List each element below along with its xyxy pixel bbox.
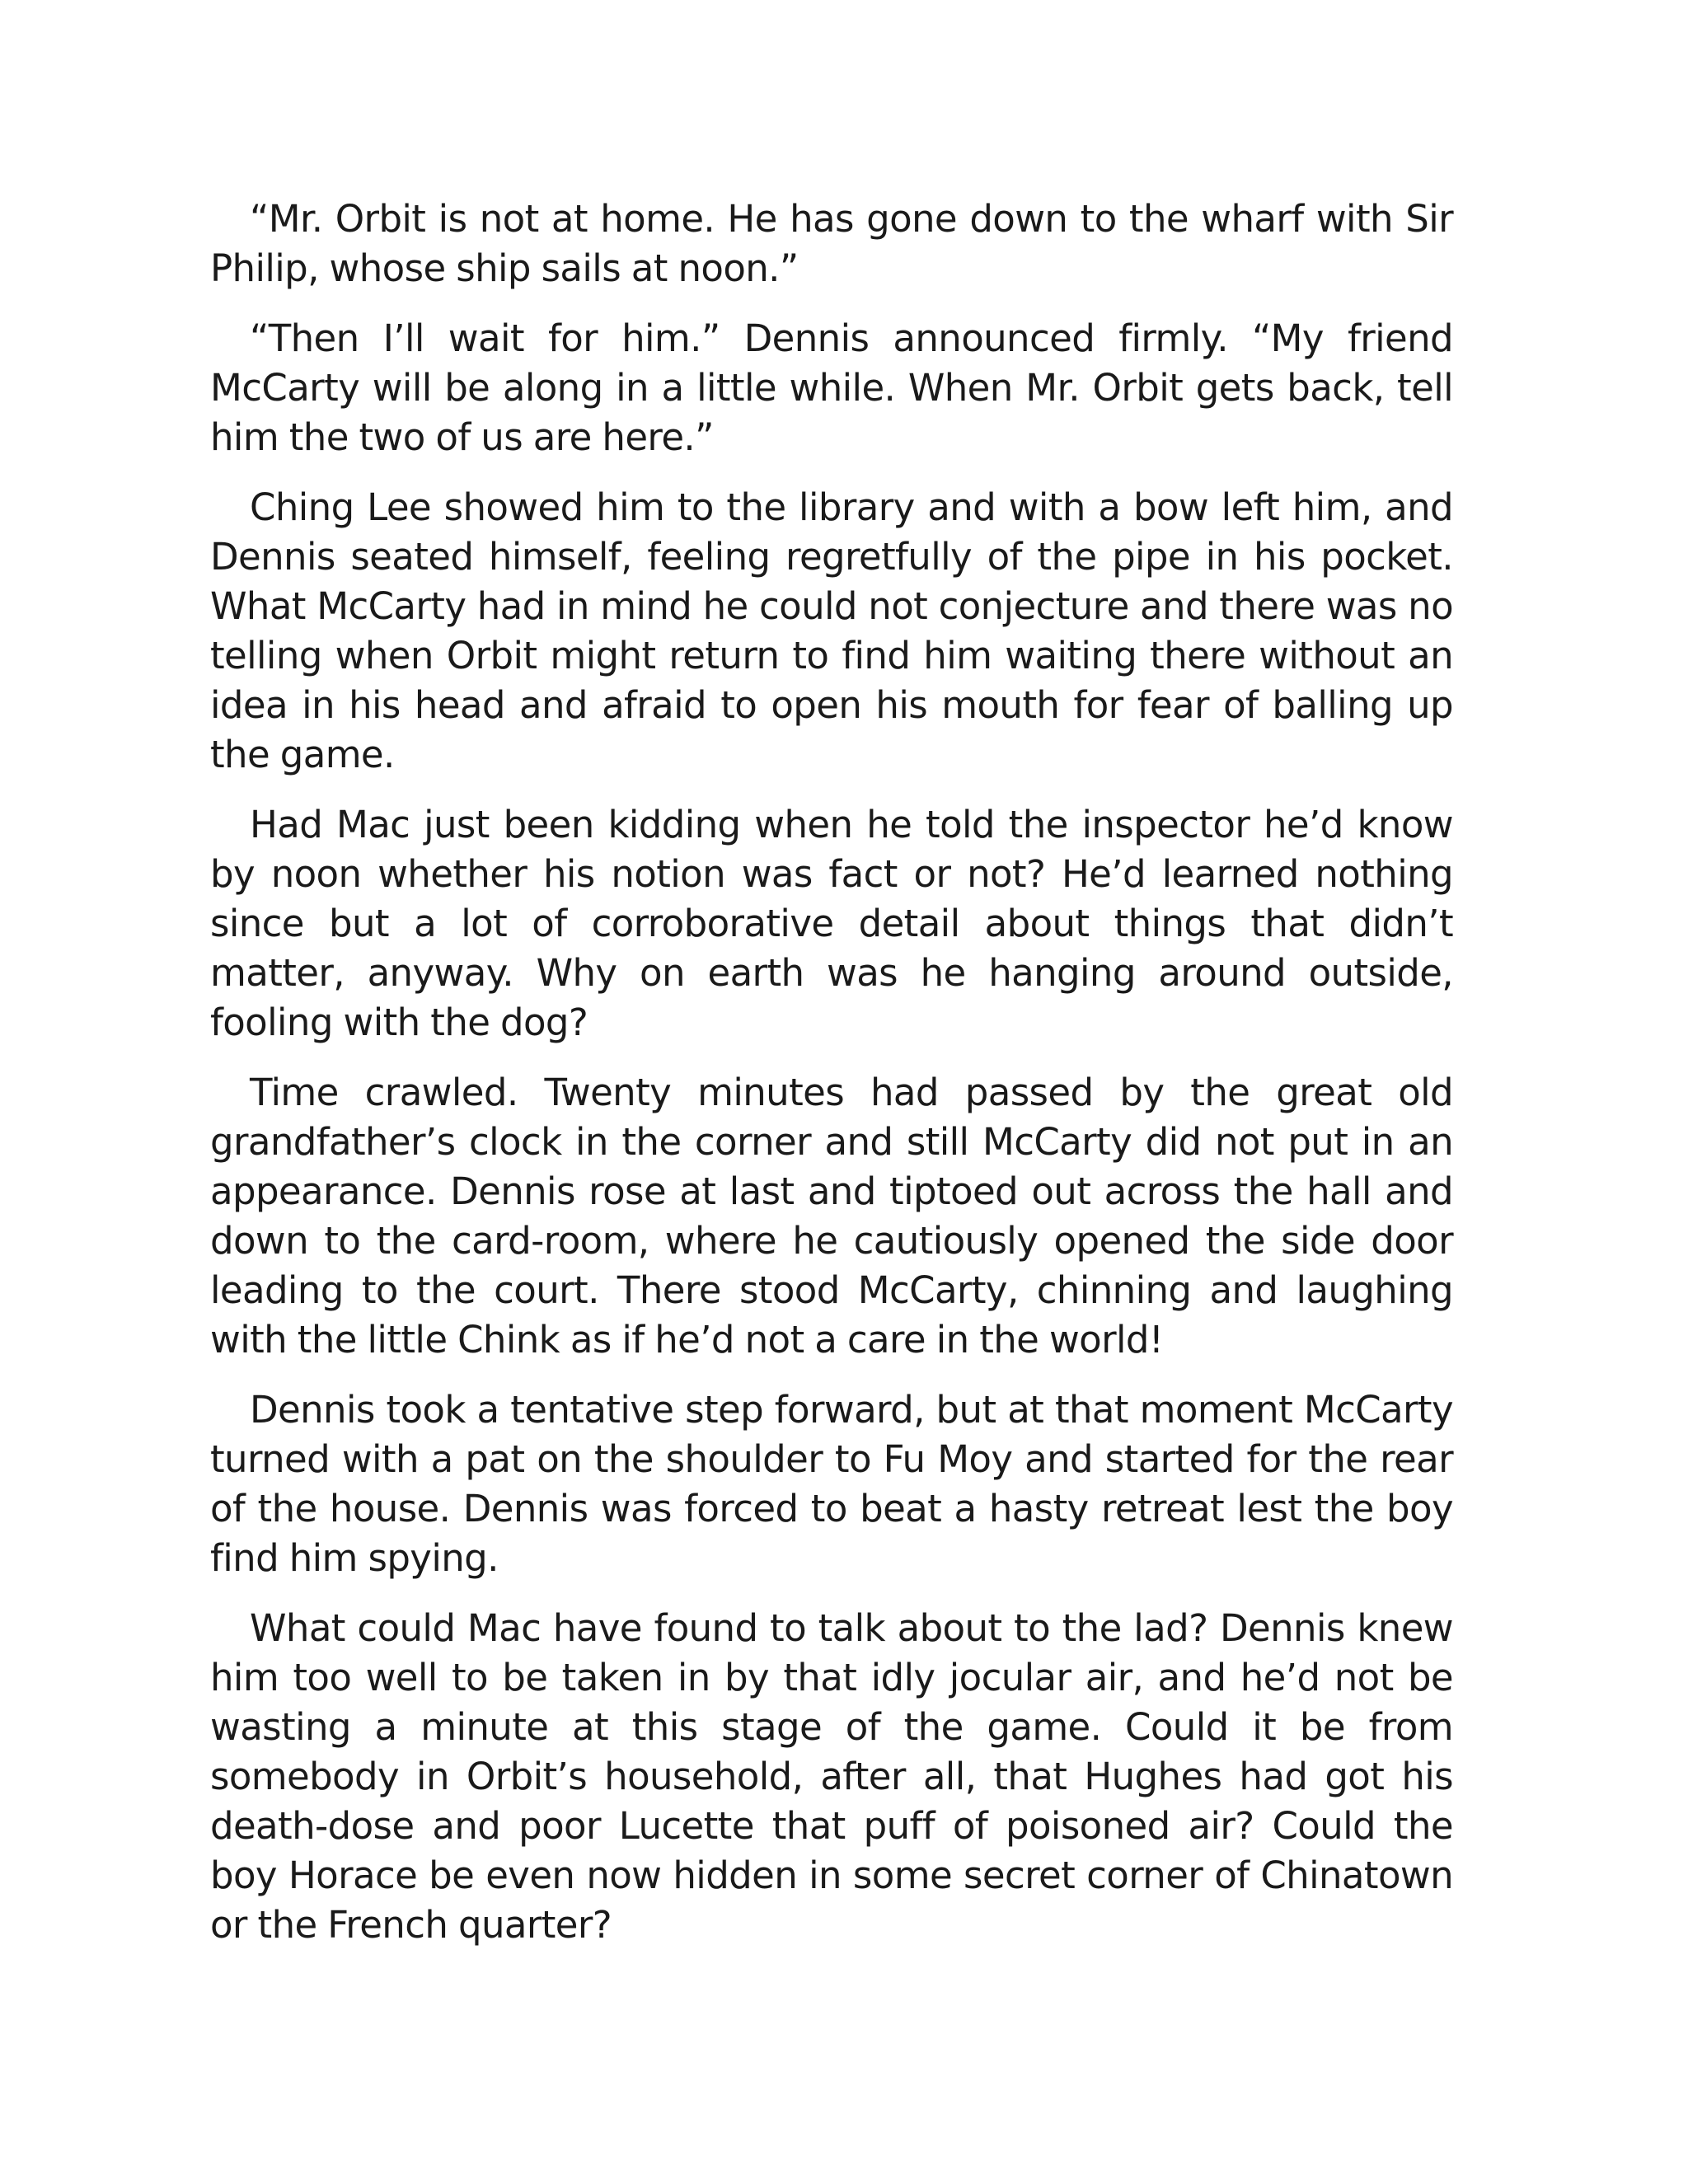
paragraph-4: Had Mac just been kidding when he told the inspector he’d know by noon whether his notion was fact or not? He’d learned nothing since but a lot of corroborative detail about things that didn’t matter, anyway. Why on earth was he hanging around outside, fooling with the dog?	[210, 803, 1453, 1044]
paragraph-5: Time crawled. Twenty minutes had passed by the great old grandfather’s clock in the corner and still McCarty did not put in an appearance. Dennis rose at last and tiptoed out across the hall and down to the card-room, where he cautiously opened the side door leading to the court. There stood McCarty, chinning and laughing with the little Chink as if he’d not a care in the world!	[210, 1071, 1453, 1361]
paragraph-7: What could Mac have found to talk about to the lad? Dennis knew him too well to be taken in by that idly jocular air, and he’d not be wasting a minute at this stage of the game. Could it be from somebody in Orbit’s household, after all, that Hughes had got his death-dose and poor Lucette that puff of poisoned air? Could the boy Horace be even now hidden in some secret corner of Chinatown or the French quarter?	[210, 1606, 1453, 1947]
paragraph-1: “Mr. Orbit is not at home. He has gone down to the wharf with Sir Philip, whose ship sails at noon.”	[210, 197, 1453, 290]
page-body-text	[210, 194, 1453, 1971]
paragraph-6: Dennis took a tentative step forward, but at that moment McCarty turned with a pat on the shoulder to Fu Moy and started for the rear of the house. Dennis was forced to beat a hasty retreat lest the boy find him spying.	[210, 1388, 1453, 1580]
paragraph-3: Ching Lee showed him to the library and with a bow left him, and Dennis seated himself, feeling regretfully of the pipe in his pocket. What McCarty had in mind he could not conjecture and there was no telling when Orbit might return to find him waiting there without an idea in his head and afraid to open his mouth for fear of balling up the game.	[210, 485, 1453, 776]
paragraph-2: “Then I’ll wait for him.” Dennis announced firmly. “My friend McCarty will be along in a little while. When Mr. Orbit gets back, tell him the two of us are here.”	[210, 316, 1453, 459]
